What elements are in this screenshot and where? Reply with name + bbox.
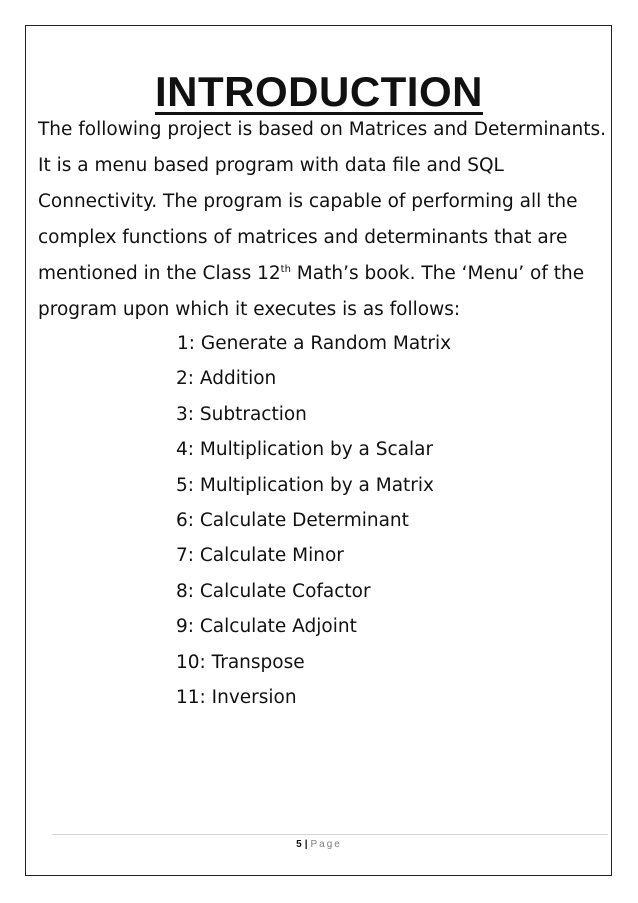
page-title	[0, 66, 638, 118]
intro-text-before-superscript: mentioned in the Class 12	[38, 263, 281, 284]
page-number: 5	[296, 839, 302, 850]
menu-item: 8: Calculate Cofactor	[176, 580, 371, 602]
page-footer	[0, 838, 638, 852]
menu-item: 6: Calculate Determinant	[176, 509, 409, 531]
menu-item: 9: Calculate Adjoint	[176, 616, 357, 638]
menu-item: 4: Multiplication by a Scalar	[176, 439, 434, 461]
intro-line: It is a menu based program with data file and SQL	[38, 155, 504, 176]
footer-divider	[52, 834, 608, 835]
menu-item: 11: Inversion	[176, 686, 297, 708]
menu-item: 5: Multiplication by a Matrix	[176, 474, 434, 496]
page-word: Page	[310, 839, 342, 850]
menu-item: 1: Generate a Random Matrix	[177, 333, 452, 354]
ordinal-superscript: th	[280, 263, 291, 275]
menu-item: 10: Transpose	[176, 651, 305, 673]
page-title-text: INTRODUCTION	[155, 68, 483, 116]
menu-list	[0, 326, 638, 715]
intro-line	[38, 256, 608, 292]
intro-line: The following project is based on Matrices and Determinants.	[38, 119, 607, 140]
intro-line: Connectivity. The program is capable of performing all the	[38, 191, 578, 212]
menu-item: 7: Calculate Minor	[176, 545, 344, 567]
intro-line: program upon which it executes is as follows:	[38, 299, 461, 320]
menu-item: 2: Addition	[176, 368, 277, 390]
intro-text-after-superscript: Math’s book. The ‘Menu’ of the	[290, 263, 585, 284]
intro-paragraph	[38, 112, 608, 328]
footer-separator: |	[304, 839, 308, 850]
intro-line: complex functions of matrices and determinants that are	[38, 227, 568, 248]
menu-item: 3: Subtraction	[176, 403, 307, 425]
